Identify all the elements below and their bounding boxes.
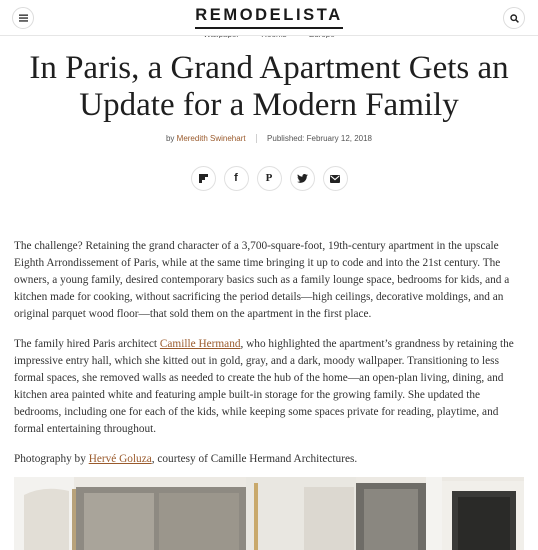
site-header [0,0,538,36]
published-date: Published: February 12, 2018 [267,134,373,143]
magnifier-icon [510,14,519,23]
byline [0,134,538,143]
author-link[interactable]: Meredith Swinehart [176,134,246,143]
paragraph-text: Photography by [14,453,89,465]
paragraph-architect [14,336,524,438]
site-logo[interactable] [0,6,538,29]
interior-photo-image [14,477,524,550]
article-title: In Paris, a Grand Apartment Gets an Update for a Modern Family [29,50,509,123]
envelope-icon [330,175,340,183]
share-email-button[interactable] [323,166,348,191]
search-button[interactable] [503,7,525,29]
article-body [14,238,524,481]
paragraph-text: The family hired Paris architect [14,338,160,350]
flipboard-icon [199,174,208,183]
paragraph-text: , courtesy of Camille Hermand Architectures. [151,453,358,465]
share-pinterest-button[interactable] [257,166,282,191]
paragraph-credits [14,451,524,468]
share-twitter-button[interactable] [290,166,315,191]
photographer-link[interactable]: Hervé Goluza [88,453,152,465]
paragraph-text: , who highlighted the apartment’s grandness by retaining the impressive entry hall, which she kitted out in gold, gray, and a dark, moody wallpaper. Transitioning to less formal spaces, she removed walls as needed to create the hub of the home—an open-plan living, dining, and kitchen area painted white and featuring ample built-in storage for the growing family. She updated the bedrooms, including one for each of the kids, while keeping some spaces private for reading, playtime, and formal entertaining throughout. [14,338,514,435]
facebook-icon: f [234,172,238,184]
article-photo [14,477,524,550]
share-facebook-button[interactable] [224,166,249,191]
byline-prefix: by [165,134,177,143]
share-bar [0,166,538,191]
architect-link[interactable]: Camille Hermand [159,338,241,350]
pinterest-icon: P [265,172,273,184]
logo-text[interactable]: REMODELISTA [195,6,342,29]
share-flipboard-button[interactable] [191,166,216,191]
byline-divider [256,134,257,143]
paragraph-intro: The challenge? Retaining the grand character of a 3,700-square-foot, 19th-century apartment in the upscale Eighth Arrondissement of Paris, while at the same time bringing it up to code and into the 21st century. The owners, a young family, desired contemporary basics such as a family lounge space, bedrooms for kids, and a kitchen made for cooking, without sacrificing the period details—high ceilings, decorative moldings, and an original parquet wood floor—that sold them on the apartment in the first place. [14,240,510,320]
twitter-icon [297,174,308,183]
